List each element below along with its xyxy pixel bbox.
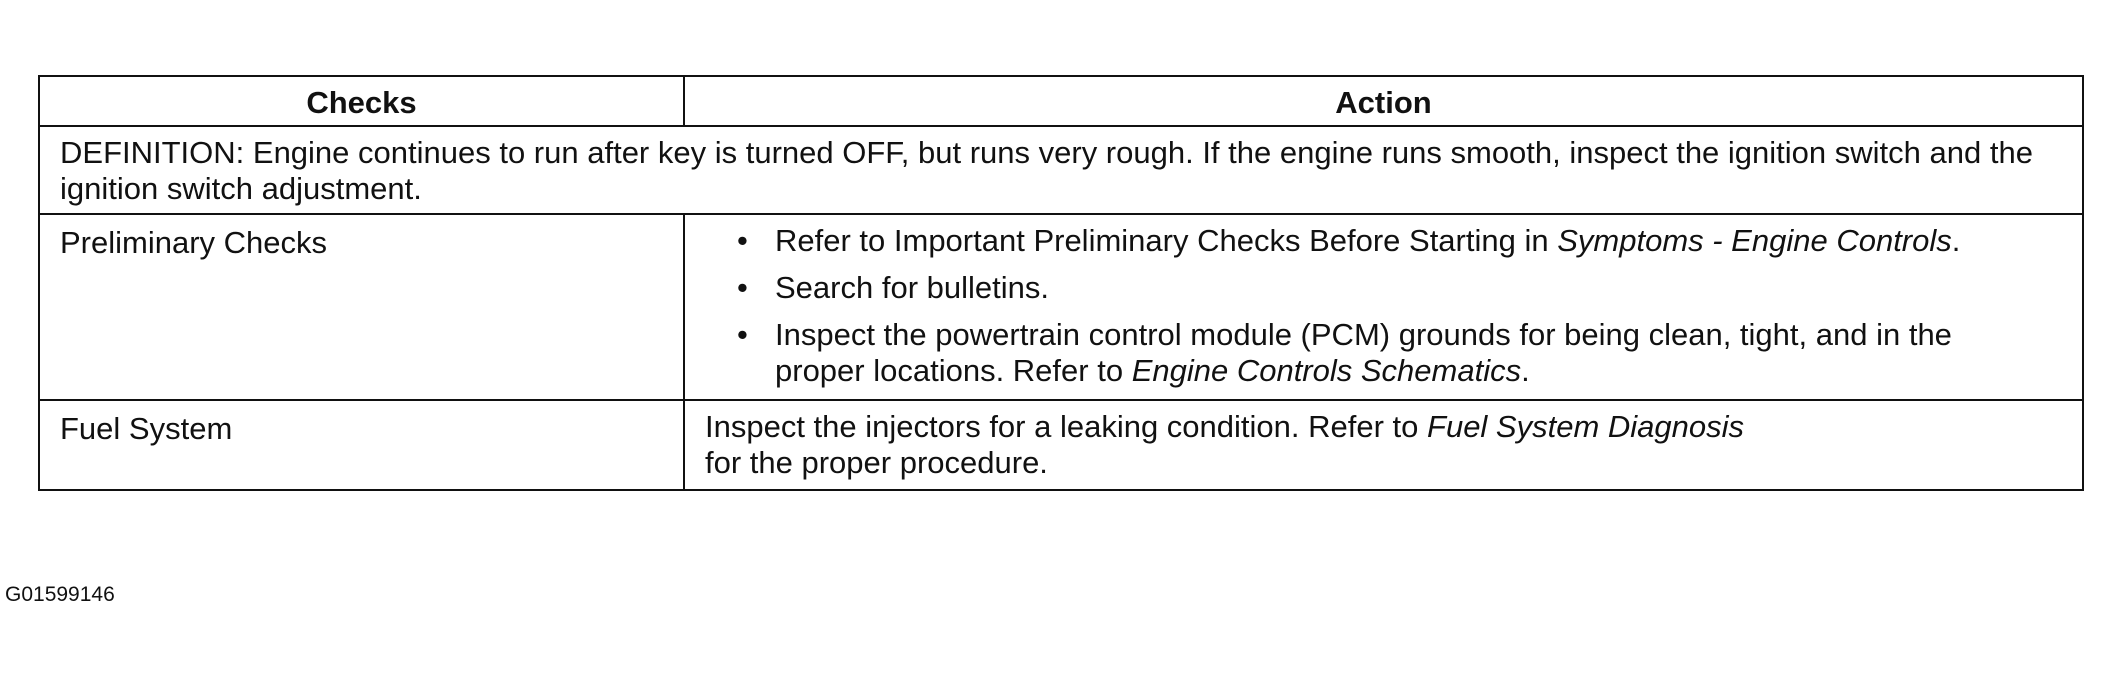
action-text-continued: for the proper procedure. bbox=[705, 445, 1048, 480]
action-text: Inspect the injectors for a leaking condition. Refer to bbox=[705, 409, 1428, 444]
figure-id-label: G01599146 bbox=[5, 583, 115, 606]
action-cell-preliminary bbox=[684, 214, 2083, 400]
bullet-suffix: . bbox=[1521, 353, 1530, 388]
check-label-preliminary: Preliminary Checks bbox=[39, 214, 684, 400]
definition-row bbox=[39, 126, 2083, 214]
checks-column-header: Checks bbox=[39, 76, 684, 126]
bullet-icon: • bbox=[737, 223, 748, 258]
cross-reference-link: Symptoms - Engine Controls bbox=[1557, 223, 1952, 258]
list-item bbox=[737, 270, 2032, 306]
action-bullet-list bbox=[705, 223, 2062, 389]
bullet-text: Inspect the powertrain control module (PCM) grounds for being clean, tight, and in the proper locations. Refer to bbox=[775, 317, 1952, 388]
header-row bbox=[39, 76, 2083, 126]
cross-reference-link: Fuel System Diagnosis bbox=[1427, 409, 1745, 444]
definition-text: DEFINITION: Engine continues to run after key is turned OFF, but runs very rough. If the engine runs smooth, inspect the ignition switch and the ignition switch adjustment. bbox=[39, 126, 2083, 214]
bullet-icon: • bbox=[737, 317, 748, 352]
cross-reference-link: Engine Controls Schematics bbox=[1131, 353, 1522, 388]
check-label-fuel-system: Fuel System bbox=[39, 400, 684, 490]
list-item bbox=[737, 223, 2032, 259]
table-row bbox=[39, 214, 2083, 400]
action-cell-fuel-system bbox=[684, 400, 2083, 490]
bullet-text: Refer to Important Preliminary Checks Before Starting in bbox=[775, 223, 1558, 258]
bullet-text: Search for bulletins. bbox=[775, 270, 1049, 305]
diagnostic-table bbox=[38, 75, 2084, 491]
action-column-header: Action bbox=[684, 76, 2083, 126]
table-row bbox=[39, 400, 2083, 490]
list-item bbox=[737, 317, 2032, 389]
bullet-suffix: . bbox=[1951, 223, 1961, 258]
bullet-icon: • bbox=[737, 270, 748, 305]
